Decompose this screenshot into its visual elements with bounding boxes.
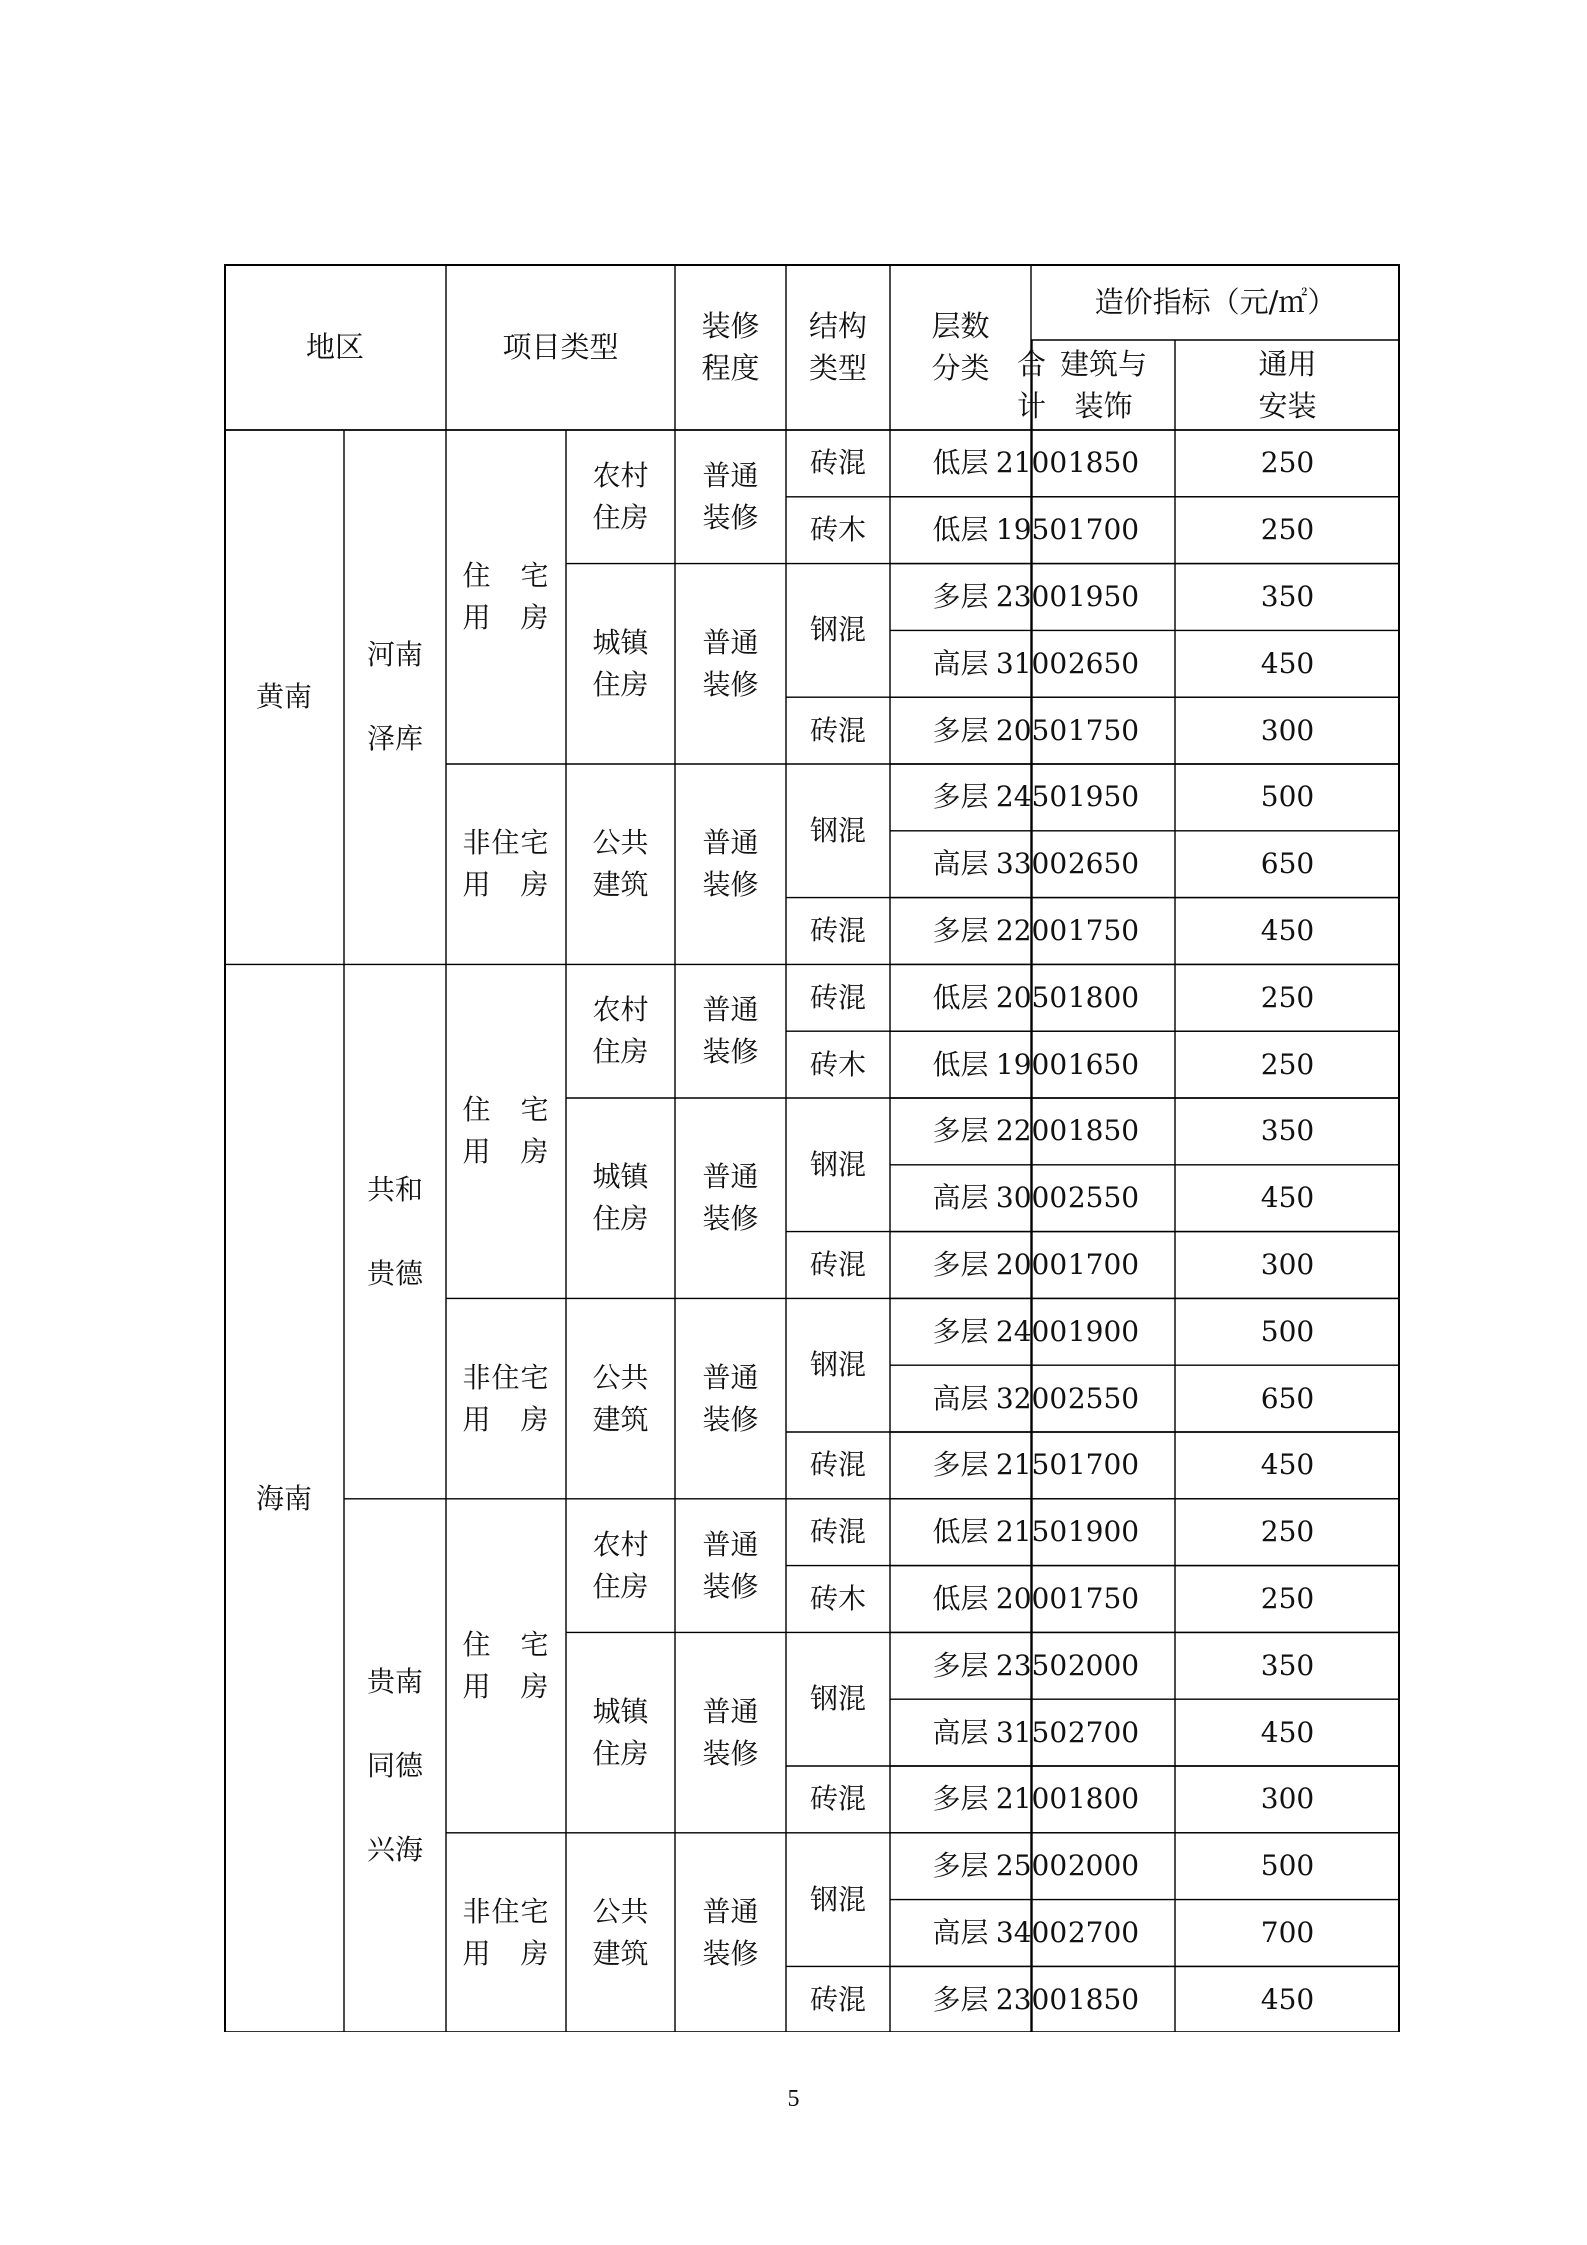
building-cost-cell: 2700 xyxy=(1067,1715,1140,1749)
building-kind-cell: 城镇 住房 xyxy=(592,625,649,701)
floor-class-cell: 低层 xyxy=(932,1515,989,1549)
total-cost-cell: 2150 xyxy=(995,1515,1068,1549)
decoration-level-cell: 普通 装修 xyxy=(702,826,759,902)
total-cost-cell: 1900 xyxy=(995,1047,1068,1081)
structure-type-cell: 砖木 xyxy=(809,513,866,547)
building-cost-cell: 1850 xyxy=(1067,1982,1140,2016)
structure-type-cell: 砖混 xyxy=(809,713,866,747)
total-cost-cell: 1950 xyxy=(995,513,1068,547)
install-cost-cell: 250 xyxy=(1260,1515,1315,1549)
building-cost-cell: 2550 xyxy=(1067,1181,1140,1215)
install-cost-cell: 450 xyxy=(1260,646,1315,680)
floor-class-cell: 多层 xyxy=(932,780,989,814)
floor-class-cell: 高层 xyxy=(932,1915,989,1949)
floor-class-cell: 多层 xyxy=(932,1114,989,1148)
floor-class-cell: 多层 xyxy=(932,1314,989,1348)
floor-class-cell: 高层 xyxy=(932,646,989,680)
structure-type-cell: 钢混 xyxy=(809,813,866,847)
building-cost-cell: 1750 xyxy=(1067,713,1140,747)
total-cost-cell: 3400 xyxy=(995,1915,1068,1949)
total-cost-cell: 3000 xyxy=(995,1181,1068,1215)
floor-class-cell: 多层 xyxy=(932,913,989,947)
building-cost-cell: 1900 xyxy=(1067,1515,1140,1549)
building-cost-cell: 1750 xyxy=(1067,1581,1140,1615)
total-cost-cell: 2000 xyxy=(995,1247,1068,1281)
install-cost-cell: 500 xyxy=(1260,1849,1315,1883)
total-cost-cell: 2200 xyxy=(995,913,1068,947)
building-cost-cell: 2550 xyxy=(1067,1381,1140,1415)
total-cost-cell: 2100 xyxy=(995,446,1068,480)
total-cost-cell: 2050 xyxy=(995,980,1068,1014)
usage-category-cell: 非住宅 用 房 xyxy=(462,826,550,902)
building-kind-cell: 公共 建筑 xyxy=(592,1894,649,1970)
total-cost-cell: 3300 xyxy=(995,847,1068,881)
decoration-level-cell: 普通 装修 xyxy=(702,1527,759,1603)
structure-type-cell: 砖混 xyxy=(809,1982,866,2016)
building-cost-cell: 2700 xyxy=(1067,1915,1140,1949)
total-cost-cell: 2150 xyxy=(995,1448,1068,1482)
building-cost-cell: 1900 xyxy=(1067,1314,1140,1348)
structure-type-cell: 钢混 xyxy=(809,613,866,647)
total-cost-cell: 2200 xyxy=(995,1114,1068,1148)
floor-class-cell: 多层 xyxy=(932,1648,989,1682)
header-structure: 结构 类型 xyxy=(808,309,867,385)
install-cost-cell: 350 xyxy=(1260,579,1315,613)
header-total: 合计 xyxy=(1017,347,1047,423)
install-cost-cell: 650 xyxy=(1260,1381,1315,1415)
building-cost-cell: 2650 xyxy=(1067,847,1140,881)
structure-type-cell: 砖混 xyxy=(809,446,866,480)
floor-class-cell: 低层 xyxy=(932,446,989,480)
building-kind-cell: 农村 住房 xyxy=(592,1527,649,1603)
install-cost-cell: 450 xyxy=(1260,913,1315,947)
floor-class-cell: 高层 xyxy=(932,847,989,881)
decoration-level-cell: 普通 装修 xyxy=(702,1360,759,1436)
total-cost-cell: 2400 xyxy=(995,1314,1068,1348)
header-floors: 层数 分类 xyxy=(931,309,990,385)
install-cost-cell: 250 xyxy=(1260,1047,1315,1081)
floor-class-cell: 多层 xyxy=(932,1448,989,1482)
total-cost-cell: 2000 xyxy=(995,1581,1068,1615)
building-cost-cell: 2000 xyxy=(1067,1648,1140,1682)
install-cost-cell: 650 xyxy=(1260,847,1315,881)
install-cost-cell: 300 xyxy=(1260,1247,1315,1281)
install-cost-cell: 700 xyxy=(1260,1915,1315,1949)
floor-class-cell: 多层 xyxy=(932,579,989,613)
building-cost-cell: 1950 xyxy=(1067,579,1140,613)
floor-class-cell: 低层 xyxy=(932,980,989,1014)
structure-type-cell: 砖混 xyxy=(809,980,866,1014)
building-kind-cell: 公共 建筑 xyxy=(592,826,649,902)
install-cost-cell: 250 xyxy=(1260,980,1315,1014)
install-cost-cell: 500 xyxy=(1260,780,1315,814)
building-kind-cell: 农村 住房 xyxy=(592,458,649,534)
total-cost-cell: 3200 xyxy=(995,1381,1068,1415)
decoration-level-cell: 普通 装修 xyxy=(702,1694,759,1770)
cost-index-table xyxy=(224,264,1400,2032)
building-cost-cell: 1950 xyxy=(1067,780,1140,814)
decoration-level-cell: 普通 装修 xyxy=(702,1160,759,1236)
install-cost-cell: 250 xyxy=(1260,1581,1315,1615)
total-cost-cell: 2350 xyxy=(995,1648,1068,1682)
structure-type-cell: 钢混 xyxy=(809,1882,866,1916)
floor-class-cell: 低层 xyxy=(932,1581,989,1615)
floor-class-cell: 多层 xyxy=(932,1982,989,2016)
county-cell: 河南 泽库 xyxy=(366,638,423,756)
usage-category-cell: 住 宅 用 房 xyxy=(462,1627,550,1703)
building-cost-cell: 2650 xyxy=(1067,646,1140,680)
total-cost-cell: 2300 xyxy=(995,579,1068,613)
total-cost-cell: 2450 xyxy=(995,780,1068,814)
decoration-level-cell: 普通 装修 xyxy=(702,993,759,1069)
header-project-type: 项目类型 xyxy=(502,330,619,364)
building-cost-cell: 1850 xyxy=(1067,1114,1140,1148)
install-cost-cell: 350 xyxy=(1260,1114,1315,1148)
floor-class-cell: 多层 xyxy=(932,1849,989,1883)
structure-type-cell: 砖混 xyxy=(809,1515,866,1549)
header-install: 通用 安装 xyxy=(1258,347,1317,423)
install-cost-cell: 500 xyxy=(1260,1314,1315,1348)
building-cost-cell: 1700 xyxy=(1067,513,1140,547)
floor-class-cell: 低层 xyxy=(932,513,989,547)
floor-class-cell: 多层 xyxy=(932,1782,989,1816)
total-cost-cell: 2100 xyxy=(995,1782,1068,1816)
total-cost-cell: 2300 xyxy=(995,1982,1068,2016)
structure-type-cell: 砖混 xyxy=(809,1448,866,1482)
header-building: 建筑与 装饰 xyxy=(1059,347,1147,423)
total-cost-cell: 2050 xyxy=(995,713,1068,747)
region-cell: 黄南 xyxy=(255,680,312,714)
building-kind-cell: 城镇 住房 xyxy=(592,1694,649,1770)
region-cell: 海南 xyxy=(255,1481,312,1515)
building-kind-cell: 城镇 住房 xyxy=(592,1160,649,1236)
header-cost-index: 造价指标（元/㎡） xyxy=(1094,285,1337,319)
county-cell: 贵南 同德 兴海 xyxy=(366,1664,423,1866)
building-cost-cell: 1650 xyxy=(1067,1047,1140,1081)
structure-type-cell: 砖木 xyxy=(809,1047,866,1081)
header-region: 地区 xyxy=(305,330,364,364)
building-cost-cell: 1800 xyxy=(1067,1782,1140,1816)
floor-class-cell: 高层 xyxy=(932,1381,989,1415)
structure-type-cell: 钢混 xyxy=(809,1147,866,1181)
structure-type-cell: 砖混 xyxy=(809,1782,866,1816)
usage-category-cell: 非住宅 用 房 xyxy=(462,1894,550,1970)
floor-class-cell: 多层 xyxy=(932,713,989,747)
building-cost-cell: 1700 xyxy=(1067,1247,1140,1281)
install-cost-cell: 250 xyxy=(1260,446,1315,480)
install-cost-cell: 250 xyxy=(1260,513,1315,547)
install-cost-cell: 450 xyxy=(1260,1448,1315,1482)
install-cost-cell: 300 xyxy=(1260,1782,1315,1816)
building-cost-cell: 1850 xyxy=(1067,446,1140,480)
install-cost-cell: 300 xyxy=(1260,713,1315,747)
decoration-level-cell: 普通 装修 xyxy=(702,458,759,534)
county-cell: 共和 贵德 xyxy=(366,1172,423,1290)
install-cost-cell: 450 xyxy=(1260,1982,1315,2016)
total-cost-cell: 2500 xyxy=(995,1849,1068,1883)
building-cost-cell: 1800 xyxy=(1067,980,1140,1014)
usage-category-cell: 住 宅 用 房 xyxy=(462,1093,550,1169)
structure-type-cell: 钢混 xyxy=(809,1348,866,1382)
usage-category-cell: 住 宅 用 房 xyxy=(462,559,550,634)
floor-class-cell: 多层 xyxy=(932,1247,989,1281)
header-decoration: 装修 程度 xyxy=(701,309,760,385)
usage-category-cell: 非住宅 用 房 xyxy=(462,1360,550,1436)
structure-type-cell: 砖混 xyxy=(809,1247,866,1281)
install-cost-cell: 450 xyxy=(1260,1715,1315,1749)
structure-type-cell: 砖混 xyxy=(809,913,866,947)
building-kind-cell: 农村 住房 xyxy=(592,993,649,1069)
building-cost-cell: 1700 xyxy=(1067,1448,1140,1482)
page-number: 5 xyxy=(787,2086,800,2112)
floor-class-cell: 高层 xyxy=(932,1715,989,1749)
structure-type-cell: 钢混 xyxy=(809,1682,866,1716)
decoration-level-cell: 普通 装修 xyxy=(702,625,759,701)
building-kind-cell: 公共 建筑 xyxy=(592,1360,649,1436)
install-cost-cell: 350 xyxy=(1260,1648,1315,1682)
floor-class-cell: 高层 xyxy=(932,1181,989,1215)
total-cost-cell: 3150 xyxy=(995,1715,1068,1749)
structure-type-cell: 砖木 xyxy=(809,1581,866,1615)
install-cost-cell: 450 xyxy=(1260,1181,1315,1215)
floor-class-cell: 低层 xyxy=(932,1047,989,1081)
building-cost-cell: 2000 xyxy=(1067,1849,1140,1883)
decoration-level-cell: 普通 装修 xyxy=(702,1894,759,1970)
building-cost-cell: 1750 xyxy=(1067,913,1140,947)
total-cost-cell: 3100 xyxy=(995,646,1068,680)
